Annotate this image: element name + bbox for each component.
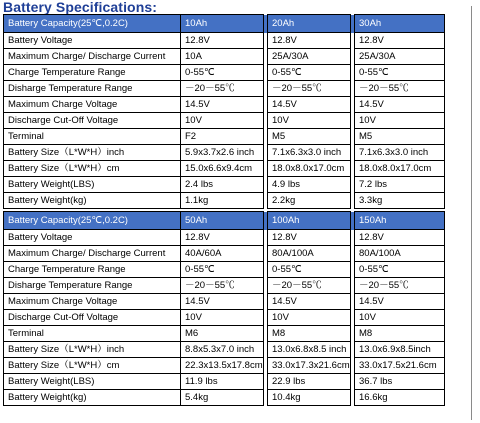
table-row (4, 193, 445, 209)
spec-value-cell: 13.0x6.9x8.5inch (355, 342, 445, 358)
table-row (4, 294, 445, 310)
spec-label-cell: Charge Temperature Range (4, 65, 181, 81)
spec-value-cell: 2.2kg (268, 193, 351, 209)
spec-value-cell: 16.6kg (355, 390, 445, 406)
spec-label-cell: Battery Size（L*W*H）cm (4, 161, 181, 177)
spec-table-2 (3, 211, 445, 406)
spec-value-cell: 18.0x8.0x17.0cm (268, 161, 351, 177)
spec-value-cell: 2.4 lbs (181, 177, 264, 193)
spec-value-cell: 40A/60A (181, 246, 264, 262)
spec-value-cell: M8 (268, 326, 351, 342)
spec-label-cell: Disharge Temperature Range (4, 81, 181, 97)
spec-value-cell: 14.5V (268, 97, 351, 113)
spec-value-cell: 18.0x8.0x17.0cm (355, 161, 445, 177)
spec-value-cell: 10V (181, 310, 264, 326)
header-capacity-cell: 50Ah (181, 212, 264, 230)
spec-value-cell: 25A/30A (355, 49, 445, 65)
table-row (4, 113, 445, 129)
spec-value-cell: 10V (181, 113, 264, 129)
spec-value-cell: 14.5V (181, 97, 264, 113)
spec-value-cell: －20－55℃ (355, 278, 445, 294)
spec-value-cell: 5.9x3.7x2.6 inch (181, 145, 264, 161)
spec-value-cell: 4.9 lbs (268, 177, 351, 193)
spec-label-cell: Discharge Cut-Off Voltage (4, 310, 181, 326)
spec-label-cell: Maximum Charge/ Discharge Current (4, 246, 181, 262)
spec-label-cell: Battery Weight(LBS) (4, 374, 181, 390)
table-row (4, 278, 445, 294)
spec-value-cell: 22.9 lbs (268, 374, 351, 390)
spec-value-cell: 11.9 lbs (181, 374, 264, 390)
spec-value-cell: 33.0x17.5x21.6cm (355, 358, 445, 374)
spec-value-cell: 0-55℃ (181, 65, 264, 81)
spec-value-cell: 14.5V (355, 294, 445, 310)
table-row (4, 97, 445, 113)
spec-value-cell: －20－55℃ (268, 278, 351, 294)
spec-value-cell: 7.2 lbs (355, 177, 445, 193)
spec-value-cell: M5 (268, 129, 351, 145)
spec-value-cell: 10A (181, 49, 264, 65)
spec-label-cell: Discharge Cut-Off Voltage (4, 113, 181, 129)
header-capacity-cell: 30Ah (355, 15, 445, 33)
spec-value-cell: 12.8V (355, 33, 445, 49)
table-row (4, 358, 445, 374)
spec-value-cell: M5 (355, 129, 445, 145)
table-row (4, 390, 445, 406)
spec-label-cell: Battery Size（L*W*H）inch (4, 145, 181, 161)
spec-value-cell: 10V (268, 113, 351, 129)
spec-value-cell: 15.0x6.6x9.4cm (181, 161, 264, 177)
spec-value-cell: F2 (181, 129, 264, 145)
spec-value-cell: 10.4kg (268, 390, 351, 406)
table-row (4, 326, 445, 342)
spec-value-cell: 7.1x6.3x3.0 inch (355, 145, 445, 161)
spec-label-cell: Battery Size（L*W*H）cm (4, 358, 181, 374)
spec-value-cell: M6 (181, 326, 264, 342)
table-row (4, 81, 445, 97)
spec-value-cell: 0-55℃ (181, 262, 264, 278)
spec-value-cell: 36.7 lbs (355, 374, 445, 390)
spec-value-cell: 12.8V (268, 33, 351, 49)
header-capacity-cell: 100Ah (268, 212, 351, 230)
spec-value-cell: M8 (355, 326, 445, 342)
table-row (4, 33, 445, 49)
table-row (4, 342, 445, 358)
page-title: Battery Specifications: (3, 0, 158, 15)
spec-value-cell: 8.8x5.3x7.0 inch (181, 342, 264, 358)
spec-label-cell: Battery Voltage (4, 33, 181, 49)
spec-label-cell: Disharge Temperature Range (4, 278, 181, 294)
spec-label-cell: Terminal (4, 326, 181, 342)
spec-value-cell: －20－55℃ (181, 81, 264, 97)
table-row (4, 129, 445, 145)
header-capacity-cell: 20Ah (268, 15, 351, 33)
page-edge-divider (471, 6, 472, 420)
spec-value-cell: 13.0x6.8x8.5 inch (268, 342, 351, 358)
spec-label-cell: Maximum Charge Voltage (4, 97, 181, 113)
spec-value-cell: 14.5V (268, 294, 351, 310)
spec-label-cell: Battery Weight(kg) (4, 193, 181, 209)
spec-value-cell: 22.3x13.5x17.8cm (181, 358, 264, 374)
spec-value-cell: 1.1kg (181, 193, 264, 209)
spec-value-cell: 10V (268, 310, 351, 326)
table-row (4, 145, 445, 161)
table-header-row (4, 212, 445, 230)
spec-label-cell: Charge Temperature Range (4, 262, 181, 278)
table-row (4, 161, 445, 177)
spec-value-cell: －20－55℃ (268, 81, 351, 97)
spec-label-cell: Terminal (4, 129, 181, 145)
header-capacity-cell: 150Ah (355, 212, 445, 230)
spec-value-cell: －20－55℃ (181, 278, 264, 294)
table-header-row (4, 15, 445, 33)
header-label-cell: Battery Capacity(25℃,0.2C) (4, 15, 181, 33)
spec-label-cell: Battery Weight(kg) (4, 390, 181, 406)
table-row (4, 310, 445, 326)
spec-label-cell: Battery Weight(LBS) (4, 177, 181, 193)
spec-value-cell: 33.0x17.3x21.6cm (268, 358, 351, 374)
spec-value-cell: 80A/100A (355, 246, 445, 262)
spec-value-cell: 7.1x6.3x3.0 inch (268, 145, 351, 161)
spec-label-cell: Battery Voltage (4, 230, 181, 246)
spec-value-cell: 14.5V (181, 294, 264, 310)
spec-label-cell: Maximum Charge Voltage (4, 294, 181, 310)
spec-value-cell: 3.3kg (355, 193, 445, 209)
spec-value-cell: 0-55℃ (355, 65, 445, 81)
spec-value-cell: 0-55℃ (268, 262, 351, 278)
spec-value-cell: 80A/100A (268, 246, 351, 262)
spec-value-cell: 10V (355, 113, 445, 129)
spec-value-cell: －20－55℃ (355, 81, 445, 97)
spec-value-cell: 5.4kg (181, 390, 264, 406)
spec-value-cell: 14.5V (355, 97, 445, 113)
spec-value-cell: 12.8V (355, 230, 445, 246)
table-row (4, 65, 445, 81)
spec-value-cell: 12.8V (181, 33, 264, 49)
spec-value-cell: 0-55℃ (355, 262, 445, 278)
spec-value-cell: 25A/30A (268, 49, 351, 65)
spec-label-cell: Battery Size（L*W*H）inch (4, 342, 181, 358)
spec-value-cell: 12.8V (181, 230, 264, 246)
spec-label-cell: Maximum Charge/ Discharge Current (4, 49, 181, 65)
table-row (4, 177, 445, 193)
spec-value-cell: 10V (355, 310, 445, 326)
table-row (4, 262, 445, 278)
table-row (4, 230, 445, 246)
table-row (4, 246, 445, 262)
spec-value-cell: 12.8V (268, 230, 351, 246)
header-label-cell: Battery Capacity(25℃,0.2C) (4, 212, 181, 230)
table-row (4, 49, 445, 65)
table-row (4, 374, 445, 390)
header-capacity-cell: 10Ah (181, 15, 264, 33)
spec-table-1 (3, 14, 445, 209)
spec-value-cell: 0-55℃ (268, 65, 351, 81)
